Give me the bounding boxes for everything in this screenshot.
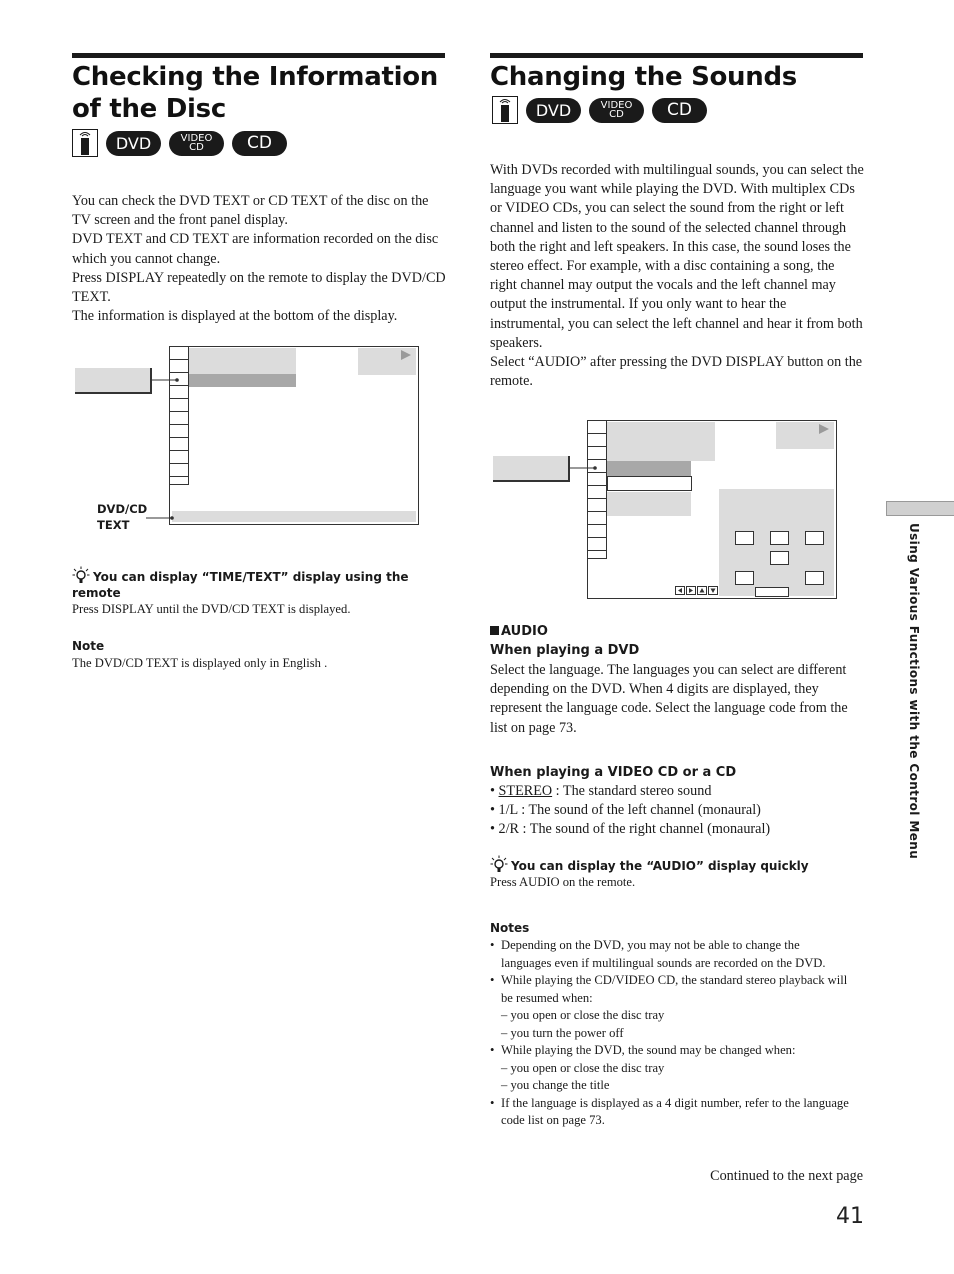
right-title: Changing the Sounds bbox=[490, 62, 797, 92]
hint-bulb-icon bbox=[490, 855, 508, 873]
right-hint bbox=[490, 855, 864, 892]
right-callout-line bbox=[560, 455, 610, 475]
video-cd-badge bbox=[589, 98, 644, 123]
note-text: While playing the CD/VIDEO CD, the standard stereo playback will be resumed when: bbox=[501, 973, 848, 1005]
list-item: • 2/R : The sound of the right channel (monaural) bbox=[490, 820, 864, 839]
notes-list bbox=[490, 937, 850, 1130]
stereo-desc: : The standard stereo sound bbox=[552, 783, 712, 799]
left-note bbox=[72, 638, 452, 673]
video-cd-badge-top: VIDEO bbox=[600, 100, 633, 111]
arrow-right-icon bbox=[686, 586, 696, 595]
right-audio-option-list bbox=[607, 492, 691, 516]
left-note-body: The DVD/CD TEXT is displayed only in English . bbox=[72, 656, 328, 670]
list-item bbox=[490, 1042, 850, 1095]
continued-text: Continued to the next page bbox=[710, 1168, 863, 1184]
left-paragraph-4: The information is displayed at the bottom of the display. bbox=[72, 308, 398, 325]
right-bottom-button bbox=[755, 587, 789, 597]
dvd-badge: DVD bbox=[526, 98, 581, 123]
dvd-body: Select the language. The languages you can select are different depending on the DVD. When 4 digits are displayed, they represent the language code. Select the language code from the list on page 73. bbox=[490, 662, 848, 736]
note-text: Depending on the DVD, you may not be able to change the languages even if multilingual sounds are recorded on the DVD. bbox=[501, 938, 826, 970]
page-number: 41 bbox=[836, 1204, 864, 1229]
dvd-cd-text-label-line1: DVD/CD bbox=[97, 502, 148, 516]
right-callout-box bbox=[493, 456, 570, 482]
dvd-cd-text-label bbox=[97, 501, 147, 533]
left-hint-body: Press DISPLAY until the DVD/CD TEXT is displayed. bbox=[72, 602, 351, 616]
side-section-tab bbox=[886, 501, 954, 516]
left-paragraph-3: Press DISPLAY repeatedly on the remote to display the DVD/CD TEXT. bbox=[72, 269, 446, 306]
right-notes bbox=[490, 920, 850, 1130]
right-menu-header-band bbox=[607, 422, 715, 461]
audio-square-icon bbox=[490, 626, 499, 635]
note-subitem: – you turn the power off bbox=[501, 1025, 624, 1040]
remote-icon bbox=[492, 96, 518, 124]
note-text: If the language is displayed as a 4 digit number, refer to the language code list on page 73. bbox=[501, 1095, 849, 1127]
note-text: While playing the DVD, the sound may be changed when: bbox=[501, 1043, 796, 1057]
left-title-line1: Checking the Information bbox=[72, 62, 438, 92]
speaker-subwoofer bbox=[770, 551, 789, 565]
vcd-heading: When playing a VIDEO CD or a CD bbox=[490, 765, 737, 780]
vcd-section bbox=[490, 763, 864, 840]
speaker-center bbox=[770, 531, 789, 545]
note-subitem: – you open or close the disc tray bbox=[501, 1060, 665, 1075]
note-subitem: – you change the title bbox=[501, 1078, 610, 1092]
cd-badge: CD bbox=[652, 98, 707, 123]
list-item bbox=[490, 1095, 850, 1130]
dvd-cd-text-label-line2: TEXT bbox=[97, 518, 130, 532]
stereo-term: STEREO bbox=[498, 783, 553, 799]
left-hint-title: You can display “TIME/TEXT” display using the remote bbox=[72, 570, 409, 600]
left-title-line2: of the Disc bbox=[72, 94, 226, 124]
left-hint bbox=[72, 566, 452, 619]
arrow-keys-guide bbox=[675, 586, 718, 595]
arrow-up-icon bbox=[697, 586, 707, 595]
right-hint-body: Press AUDIO on the remote. bbox=[490, 875, 636, 889]
video-cd-badge-bottom: CD bbox=[609, 109, 624, 120]
audio-heading: AUDIO bbox=[501, 624, 548, 639]
right-paragraph-1: With DVDs recorded with multilingual sounds, you can select the language you want while playing the DVD. With multiplex CDs or VIDEO CDs, you can select the sound from the right or left channel and listen to the sound of the selected channel through both the right and left speakers. In this case, the sound loses the stereo effect. For example, with a disc containing a song, the right channel may output the vocals and the left channel may output the instrumental. If you only want to hear the instrumental, you can select the left channel and hear it from both speakers. bbox=[490, 162, 864, 351]
side-section-label: Using Various Functions with the Control Menu bbox=[907, 523, 921, 860]
dvd-heading: When playing a DVD bbox=[490, 643, 640, 658]
vcd-options-list bbox=[490, 782, 864, 840]
right-paragraph-2: Select “AUDIO” after pressing the DVD DISPLAY button on the remote. bbox=[490, 354, 863, 390]
hint-bulb-icon bbox=[72, 566, 90, 584]
audio-section bbox=[490, 622, 864, 738]
right-menu-selected-row bbox=[607, 461, 691, 476]
list-item bbox=[490, 972, 850, 1042]
right-audio-option-field bbox=[607, 476, 692, 491]
right-title-rule bbox=[490, 53, 863, 58]
menu-icon-cell bbox=[587, 550, 607, 559]
cd-badge: CD bbox=[232, 131, 287, 156]
left-paragraph-2: DVD TEXT and CD TEXT are information recorded on the disc which you cannot change. bbox=[72, 231, 439, 267]
video-cd-badge-top: VIDEO bbox=[180, 133, 213, 144]
right-intro bbox=[490, 161, 864, 391]
video-cd-badge-bottom: CD bbox=[189, 142, 204, 153]
list-item: • 1/L : The sound of the left channel (monaural) bbox=[490, 801, 864, 820]
play-icon bbox=[819, 424, 829, 434]
speaker-front-right bbox=[805, 531, 824, 545]
arrow-down-icon bbox=[708, 586, 718, 595]
right-disc-badges bbox=[492, 96, 707, 124]
list-item bbox=[490, 937, 850, 972]
list-item bbox=[490, 782, 864, 801]
left-paragraph-1: You can check the DVD TEXT or CD TEXT of the disc on the TV screen and the front panel display. bbox=[72, 193, 429, 229]
speaker-rear-left bbox=[735, 571, 754, 585]
speaker-front-left bbox=[735, 531, 754, 545]
right-notes-title: Notes bbox=[490, 921, 530, 935]
right-hint-title: You can display the “AUDIO” display quickly bbox=[511, 859, 809, 873]
arrow-left-icon bbox=[675, 586, 685, 595]
note-subitem: – you open or close the disc tray bbox=[501, 1008, 665, 1022]
speaker-rear-right bbox=[805, 571, 824, 585]
left-note-title: Note bbox=[72, 639, 105, 653]
left-callout-lines bbox=[0, 0, 430, 530]
dvd-badge: DVD bbox=[106, 131, 161, 156]
